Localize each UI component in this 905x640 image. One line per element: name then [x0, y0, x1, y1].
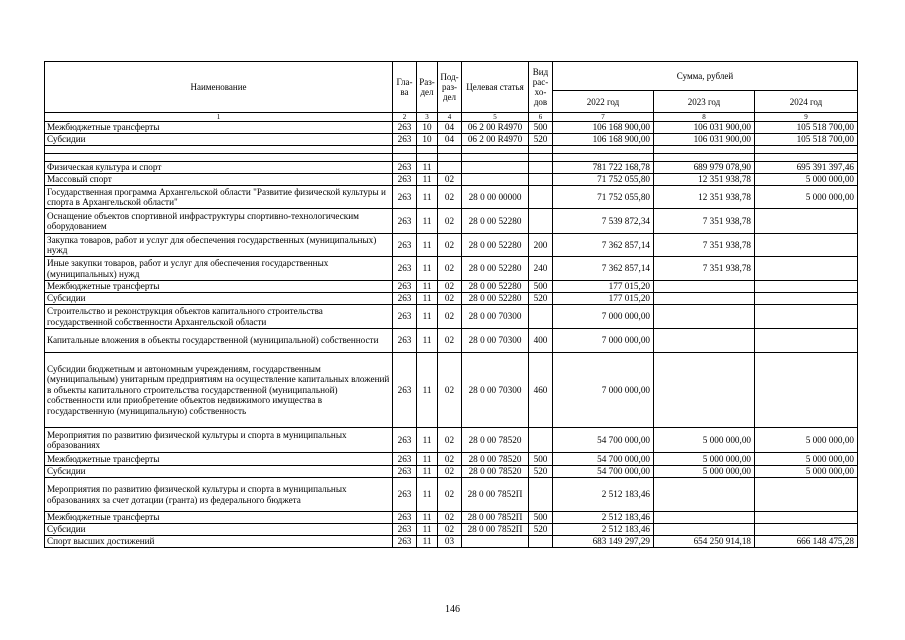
row-tselevaya: 06 2 00 R4970: [462, 134, 529, 146]
row-glava: 263: [393, 466, 417, 478]
row-name: Государственная программа Архангельской области "Развитие физической культуры и спорта в Архангельской области": [45, 186, 393, 209]
row-podrazdel: 02: [438, 524, 462, 536]
row-podrazdel: 02: [438, 453, 462, 466]
row-vid: [529, 174, 553, 186]
row-razdel: 11: [417, 453, 438, 466]
row-podrazdel: 02: [438, 209, 462, 234]
row-razdel: 11: [417, 257, 438, 281]
row-amount-2023: 7 351 938,78: [654, 257, 755, 281]
row-amount-2024: [755, 281, 858, 293]
row-vid: 520: [529, 293, 553, 305]
row-amount-2024: 105 518 700,00: [755, 122, 858, 134]
row-name: Субсидии: [45, 293, 393, 305]
table-row: [45, 162, 858, 174]
table-row: [45, 453, 858, 466]
row-tselevaya: 28 0 00 00000: [462, 186, 529, 209]
row-amount-2023: 5 000 000,00: [654, 453, 755, 466]
column-number: 9: [755, 113, 858, 122]
header-razdel: Раз-дел: [417, 62, 438, 113]
row-name: Закупка товаров, работ и услуг для обеспечения государственных (муниципальных) нужд: [45, 234, 393, 257]
table-row: [45, 234, 858, 257]
table-row: [45, 209, 858, 234]
row-glava: 263: [393, 536, 417, 548]
row-razdel: 10: [417, 134, 438, 146]
row-amount-2022: 7 539 872,34: [553, 209, 654, 234]
row-amount-2022: 683 149 297,29: [553, 536, 654, 548]
row-tselevaya: [462, 174, 529, 186]
row-glava: 263: [393, 281, 417, 293]
row-amount-2023: [654, 353, 755, 428]
row-amount-2024: 666 148 475,28: [755, 536, 858, 548]
row-glava: 263: [393, 162, 417, 174]
row-amount-2022: 7 362 857,14: [553, 257, 654, 281]
row-tselevaya: [462, 146, 529, 154]
row-podrazdel: [438, 146, 462, 154]
row-amount-2024: 105 518 700,00: [755, 134, 858, 146]
table-row: [45, 524, 858, 536]
header-summa: Сумма, рублей: [553, 62, 858, 91]
row-vid: [529, 305, 553, 329]
row-podrazdel: 02: [438, 428, 462, 453]
row-name: Межбюджетные трансферты: [45, 281, 393, 293]
row-amount-2022: 7 362 857,14: [553, 234, 654, 257]
budget-table: [44, 61, 858, 548]
row-name: Иные закупки товаров, работ и услуг для обеспечения государственных (муниципальных) нужд: [45, 257, 393, 281]
row-vid: [529, 146, 553, 154]
row-razdel: [417, 154, 438, 162]
row-amount-2023: 654 250 914,18: [654, 536, 755, 548]
header-podrazdel: Под-раз-дел: [438, 62, 462, 113]
table-row: [45, 512, 858, 524]
row-amount-2023: [654, 305, 755, 329]
row-glava: 263: [393, 453, 417, 466]
row-name: Мероприятия по развитию физической культуры и спорта в муниципальных образованиях: [45, 428, 393, 453]
row-name: Строительство и реконструкция объектов капитального строительства государственной собственности Архангельской области: [45, 305, 393, 329]
row-vid: 500: [529, 512, 553, 524]
header-glava: Гла-ва: [393, 62, 417, 113]
row-tselevaya: [462, 162, 529, 174]
table-row: [45, 478, 858, 512]
row-tselevaya: 28 0 00 52280: [462, 209, 529, 234]
row-vid: 520: [529, 466, 553, 478]
table-row: [45, 428, 858, 453]
row-razdel: 11: [417, 293, 438, 305]
row-podrazdel: 02: [438, 174, 462, 186]
row-name: Мероприятия по развитию физической культуры и спорта в муниципальных образованиях за счет дотации (гранта) из федерального бюджета: [45, 478, 393, 512]
row-tselevaya: [462, 154, 529, 162]
row-glava: 263: [393, 512, 417, 524]
row-name: Субсидии: [45, 466, 393, 478]
table-row: [45, 293, 858, 305]
row-razdel: 11: [417, 536, 438, 548]
row-amount-2022: 2 512 183,46: [553, 478, 654, 512]
row-razdel: 11: [417, 428, 438, 453]
column-number: 6: [529, 113, 553, 122]
row-name: Межбюджетные трансферты: [45, 122, 393, 134]
row-vid: 200: [529, 234, 553, 257]
row-amount-2024: [755, 293, 858, 305]
row-razdel: 11: [417, 209, 438, 234]
row-glava: 263: [393, 428, 417, 453]
row-amount-2024: 5 000 000,00: [755, 428, 858, 453]
row-razdel: 11: [417, 466, 438, 478]
row-vid: [529, 428, 553, 453]
row-glava: 263: [393, 257, 417, 281]
row-amount-2024: [755, 146, 858, 154]
row-amount-2023: [654, 329, 755, 353]
row-glava: 263: [393, 134, 417, 146]
row-tselevaya: 28 0 00 7852П: [462, 512, 529, 524]
row-amount-2022: 7 000 000,00: [553, 305, 654, 329]
row-razdel: 11: [417, 524, 438, 536]
header-tselevaya: Целевая статья: [462, 62, 529, 113]
row-glava: [393, 154, 417, 162]
row-amount-2022: 71 752 055,80: [553, 174, 654, 186]
row-glava: 263: [393, 305, 417, 329]
column-number: 3: [417, 113, 438, 122]
row-razdel: 11: [417, 162, 438, 174]
row-amount-2022: 2 512 183,46: [553, 512, 654, 524]
row-tselevaya: 28 0 00 70300: [462, 329, 529, 353]
row-amount-2022: 54 700 000,00: [553, 428, 654, 453]
column-number: 7: [553, 113, 654, 122]
row-name: Межбюджетные трансферты: [45, 453, 393, 466]
table-body: [45, 122, 858, 548]
row-razdel: 11: [417, 174, 438, 186]
row-vid: 500: [529, 453, 553, 466]
row-podrazdel: 02: [438, 478, 462, 512]
row-podrazdel: 02: [438, 512, 462, 524]
row-amount-2022: 54 700 000,00: [553, 466, 654, 478]
row-glava: 263: [393, 293, 417, 305]
row-amount-2022: 781 722 168,78: [553, 162, 654, 174]
row-amount-2022: [553, 154, 654, 162]
row-tselevaya: 28 0 00 52280: [462, 281, 529, 293]
row-razdel: 11: [417, 353, 438, 428]
row-amount-2023: [654, 154, 755, 162]
row-amount-2022: 7 000 000,00: [553, 353, 654, 428]
table-row: [45, 536, 858, 548]
row-glava: 263: [393, 174, 417, 186]
row-amount-2024: [755, 524, 858, 536]
row-razdel: 11: [417, 512, 438, 524]
table-row: [45, 134, 858, 146]
row-amount-2022: 71 752 055,80: [553, 186, 654, 209]
row-amount-2023: [654, 281, 755, 293]
row-amount-2023: 106 031 900,00: [654, 134, 755, 146]
row-amount-2024: [755, 329, 858, 353]
row-amount-2022: 7 000 000,00: [553, 329, 654, 353]
row-razdel: 11: [417, 478, 438, 512]
row-name: Межбюджетные трансферты: [45, 512, 393, 524]
row-glava: [393, 146, 417, 154]
row-vid: 500: [529, 281, 553, 293]
row-name: Оснащение объектов спортивной инфраструктуры спортивно-технологическим оборудованием: [45, 209, 393, 234]
row-vid: [529, 209, 553, 234]
row-amount-2022: 177 015,20: [553, 281, 654, 293]
row-amount-2024: 5 000 000,00: [755, 186, 858, 209]
row-tselevaya: 06 2 00 R4970: [462, 122, 529, 134]
row-amount-2024: [755, 209, 858, 234]
table-row: [45, 186, 858, 209]
row-amount-2022: 106 168 900,00: [553, 134, 654, 146]
row-podrazdel: 02: [438, 293, 462, 305]
row-name: [45, 146, 393, 154]
row-amount-2023: 12 351 938,78: [654, 186, 755, 209]
row-podrazdel: 02: [438, 305, 462, 329]
page-number: 146: [445, 604, 460, 615]
row-amount-2023: 7 351 938,78: [654, 234, 755, 257]
table-row: [45, 122, 858, 134]
row-vid: 520: [529, 134, 553, 146]
row-podrazdel: 04: [438, 122, 462, 134]
row-amount-2023: 12 351 938,78: [654, 174, 755, 186]
table-row: [45, 154, 858, 162]
row-amount-2023: 5 000 000,00: [654, 428, 755, 453]
row-amount-2023: 5 000 000,00: [654, 466, 755, 478]
row-vid: 460: [529, 353, 553, 428]
row-vid: [529, 478, 553, 512]
row-glava: 263: [393, 186, 417, 209]
row-razdel: 11: [417, 281, 438, 293]
row-tselevaya: [462, 536, 529, 548]
table-row: [45, 257, 858, 281]
row-tselevaya: 28 0 00 78520: [462, 466, 529, 478]
row-tselevaya: 28 0 00 70300: [462, 353, 529, 428]
table-row: [45, 281, 858, 293]
row-vid: [529, 154, 553, 162]
row-tselevaya: 28 0 00 70300: [462, 305, 529, 329]
row-podrazdel: 04: [438, 134, 462, 146]
row-name: Субсидии бюджетным и автономным учреждениям, государственным (муниципальным) унитарным предприятиям на осуществление капитальных вложений в объекты капитального строительства государственной (муниципальной) собственности или приобретение объектов недвижимого имущества в государственную (муниципальную) собственность: [45, 353, 393, 428]
row-razdel: 11: [417, 305, 438, 329]
row-podrazdel: 02: [438, 186, 462, 209]
row-amount-2024: [755, 234, 858, 257]
row-glava: 263: [393, 234, 417, 257]
row-glava: 263: [393, 353, 417, 428]
row-glava: 263: [393, 122, 417, 134]
row-amount-2023: 7 351 938,78: [654, 209, 755, 234]
table-row: [45, 353, 858, 428]
row-amount-2023: [654, 524, 755, 536]
row-tselevaya: 28 0 00 78520: [462, 428, 529, 453]
row-amount-2024: [755, 257, 858, 281]
header-year-2024: 2024 год: [755, 91, 858, 113]
header-year-2023: 2023 год: [654, 91, 755, 113]
row-amount-2023: [654, 293, 755, 305]
row-podrazdel: 02: [438, 466, 462, 478]
row-amount-2023: 106 031 900,00: [654, 122, 755, 134]
table-row: [45, 466, 858, 478]
row-podrazdel: 02: [438, 234, 462, 257]
row-name: Физическая культура и спорт: [45, 162, 393, 174]
row-vid: [529, 186, 553, 209]
row-amount-2024: 5 000 000,00: [755, 453, 858, 466]
row-name: Массовый спорт: [45, 174, 393, 186]
row-amount-2024: [755, 353, 858, 428]
row-podrazdel: [438, 154, 462, 162]
header-name: Наименование: [45, 62, 393, 113]
column-number: 4: [438, 113, 462, 122]
row-amount-2022: 106 168 900,00: [553, 122, 654, 134]
row-podrazdel: 02: [438, 353, 462, 428]
row-razdel: 11: [417, 234, 438, 257]
row-amount-2022: 177 015,20: [553, 293, 654, 305]
row-razdel: 11: [417, 186, 438, 209]
row-razdel: [417, 146, 438, 154]
row-amount-2024: [755, 478, 858, 512]
row-podrazdel: 03: [438, 536, 462, 548]
row-vid: 500: [529, 122, 553, 134]
table-row: [45, 329, 858, 353]
row-name: Субсидии: [45, 524, 393, 536]
row-vid: 520: [529, 524, 553, 536]
row-glava: 263: [393, 329, 417, 353]
row-vid: 400: [529, 329, 553, 353]
row-name: Спорт высших достижений: [45, 536, 393, 548]
row-amount-2022: 54 700 000,00: [553, 453, 654, 466]
column-number-row: [45, 113, 858, 122]
row-vid: 240: [529, 257, 553, 281]
row-podrazdel: 02: [438, 257, 462, 281]
row-razdel: 11: [417, 329, 438, 353]
row-razdel: 10: [417, 122, 438, 134]
row-amount-2023: [654, 478, 755, 512]
column-number: 2: [393, 113, 417, 122]
row-glava: 263: [393, 524, 417, 536]
row-podrazdel: [438, 162, 462, 174]
row-tselevaya: 28 0 00 7852П: [462, 524, 529, 536]
row-name: [45, 154, 393, 162]
row-tselevaya: 28 0 00 52280: [462, 234, 529, 257]
row-vid: [529, 536, 553, 548]
header-year-2022: 2022 год: [553, 91, 654, 113]
row-glava: 263: [393, 209, 417, 234]
table-row: [45, 174, 858, 186]
row-amount-2024: 5 000 000,00: [755, 466, 858, 478]
row-amount-2022: [553, 146, 654, 154]
row-glava: 263: [393, 478, 417, 512]
row-vid: [529, 162, 553, 174]
table-row: [45, 146, 858, 154]
row-podrazdel: 02: [438, 329, 462, 353]
row-name: Субсидии: [45, 134, 393, 146]
row-amount-2024: [755, 305, 858, 329]
row-amount-2024: 695 391 397,46: [755, 162, 858, 174]
row-amount-2024: [755, 154, 858, 162]
column-number: 1: [45, 113, 393, 122]
header-vid: Вид рас-хо-дов: [529, 62, 553, 113]
row-tselevaya: 28 0 00 78520: [462, 453, 529, 466]
row-amount-2023: [654, 146, 755, 154]
row-tselevaya: 28 0 00 52280: [462, 257, 529, 281]
row-amount-2023: 689 979 078,90: [654, 162, 755, 174]
table-row: [45, 305, 858, 329]
row-amount-2022: 2 512 183,46: [553, 524, 654, 536]
column-number: 8: [654, 113, 755, 122]
row-name: Капитальные вложения в объекты государственной (муниципальной) собственности: [45, 329, 393, 353]
column-number: 5: [462, 113, 529, 122]
row-amount-2023: [654, 512, 755, 524]
row-podrazdel: 02: [438, 281, 462, 293]
row-amount-2024: [755, 512, 858, 524]
row-tselevaya: 28 0 00 52280: [462, 293, 529, 305]
row-amount-2024: 5 000 000,00: [755, 174, 858, 186]
row-tselevaya: 28 0 00 7852П: [462, 478, 529, 512]
